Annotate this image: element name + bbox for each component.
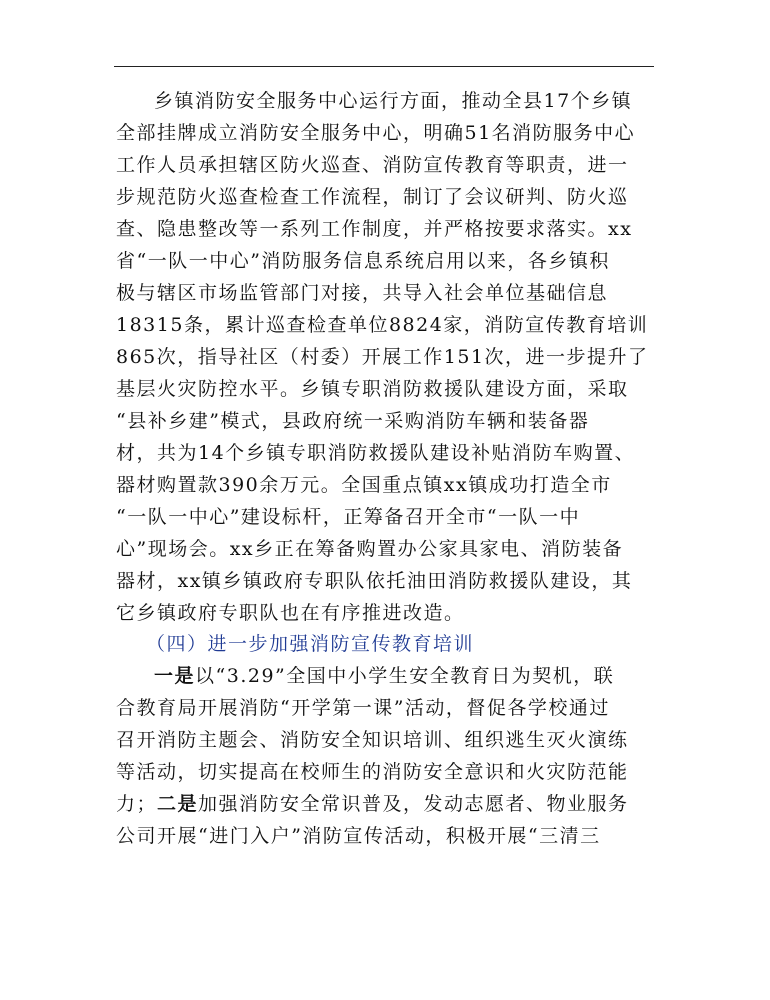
paragraph-line: 器材，xx镇乡镇政府专职队依托油田消防救援队建设，其 xyxy=(116,570,633,592)
paragraph-line: 器材购置款390余万元。全国重点镇xx镇成功打造全市 xyxy=(116,474,612,496)
paragraph-line: 步规范防火巡查检查工作流程，制订了会议研判、防火巡 xyxy=(116,186,629,208)
paragraph-line: 极与辖区市场监管部门对接，共导入社会单位基础信息 xyxy=(116,282,609,304)
paragraph-line: 材，共为14个乡镇专职消防救援队建设补贴消防车购置、 xyxy=(116,442,636,464)
paragraph-line: “一队一中心”建设标杆，正筹备召开全市“一队一中 xyxy=(116,506,581,528)
paragraph-line: 865次，指导社区（村委）开展工作151次，进一步提升了 xyxy=(116,346,649,368)
section-heading: （四）进一步加强消防宣传教育培训 xyxy=(146,633,475,655)
paragraph-line xyxy=(116,792,629,816)
paragraph-line: 公司开展“进门入户”消防宣传活动，积极开展“三清三 xyxy=(116,825,601,847)
header-rule xyxy=(114,66,654,67)
paragraph-line: 基层火灾防控水平。乡镇专职消防救援队建设方面，采取 xyxy=(116,378,629,400)
paragraph-line: 乡镇消防安全服务中心运行方面，推动全县17个乡镇 xyxy=(154,90,633,112)
paragraph-line: 查、隐患整改等一系列工作制度，并严格按要求落实。xx xyxy=(116,218,633,240)
paragraph-line: “县补乡建”模式，县政府统一采购消防车辆和装备器 xyxy=(116,410,590,432)
paragraph-line: 它乡镇政府专职队也在有序推进改造。 xyxy=(116,602,465,624)
point-one-label: 一是 xyxy=(154,665,196,687)
paragraph-line: 工作人员承担辖区防火巡查、消防宣传教育等职责，进一 xyxy=(116,154,629,176)
paragraph-line: 全部挂牌成立消防安全服务中心，明确51名消防服务中心 xyxy=(116,122,636,144)
line-text: 力； xyxy=(116,793,158,815)
point-two-label: 二是 xyxy=(157,793,199,815)
paragraph-line xyxy=(154,664,614,688)
line-text: 以“3.29”全国中小学生安全教育日为契机，联 xyxy=(195,665,615,687)
paragraph-line: 合教育局开展消防“开学第一课”活动，督促各学校通过 xyxy=(116,697,610,719)
paragraph-line: 省“一队一中心”消防服务信息系统启用以来，各乡镇积 xyxy=(116,250,610,272)
paragraph-line: 召开消防主题会、消防安全知识培训、组织逃生灭火演练 xyxy=(116,729,629,751)
line-text: 加强消防安全常识普及，发动志愿者、物业服务 xyxy=(198,793,629,815)
paragraph-line: 心”现场会。xx乡正在筹备购置办公家具家电、消防装备 xyxy=(116,538,624,560)
paragraph-line: 等活动，切实提高在校师生的消防安全意识和火灾防范能 xyxy=(116,761,629,783)
paragraph-line: 18315条，累计巡查检查单位8824家，消防宣传教育培训 xyxy=(116,314,649,336)
